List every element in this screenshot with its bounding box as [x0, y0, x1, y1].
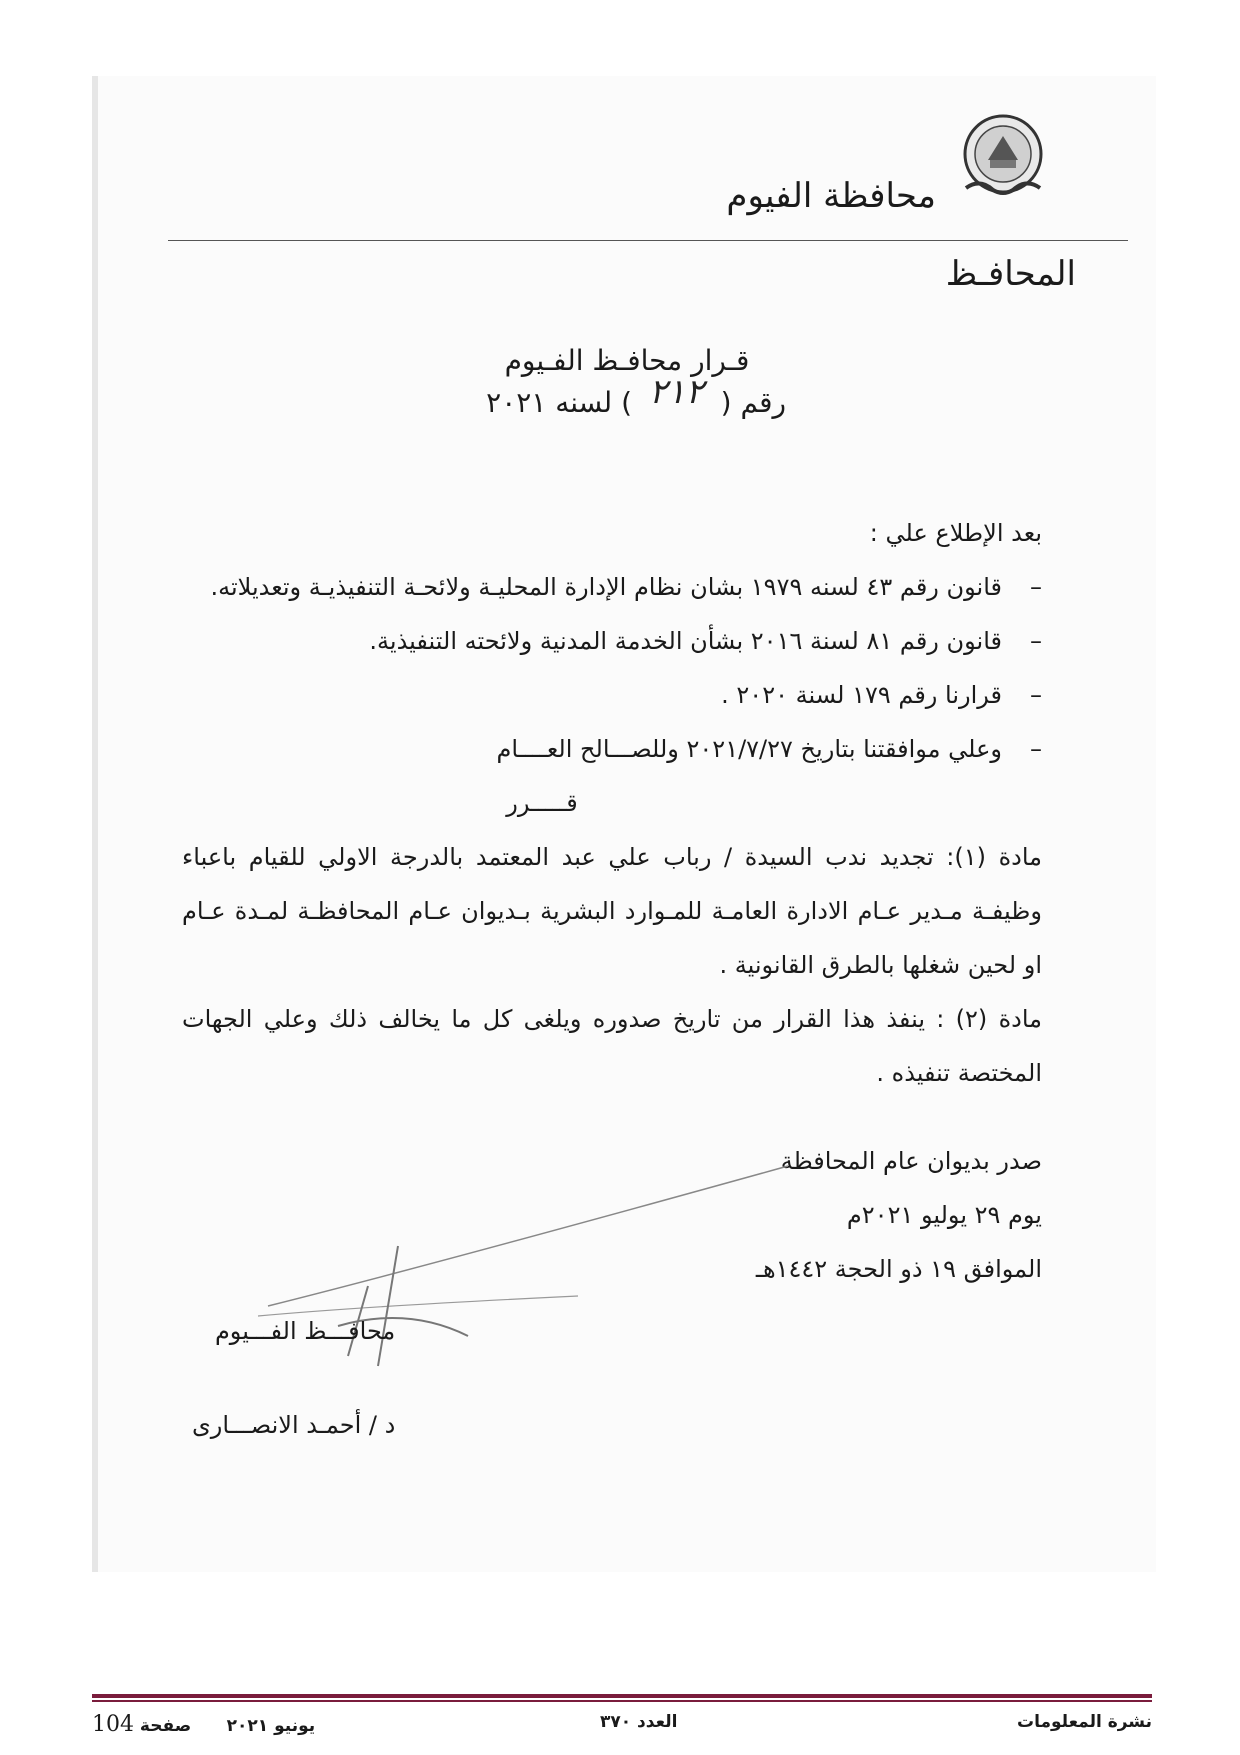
- signature-block: [192, 1284, 395, 1472]
- article-1: مادة (١): تجديد ندب السيدة / رباب علي عبد المعتمد بالدرجة الاولي للقيام باعباء وظيفـة مـدير عـام الادارة العامـة للمـوارد البشرية بـديوان عـام المحافظـة لمـدة عـام او لحين شغلها بالطرق القانونية .: [182, 843, 1043, 979]
- bullet-dash: –: [1030, 735, 1042, 763]
- footer-divider: [92, 1694, 1152, 1698]
- signer-name: د / أحمـد الانصـــارى: [192, 1411, 396, 1439]
- signer-title: محافـــظ الفـــيوم: [214, 1317, 396, 1345]
- footer-publication: نشرة المعلومات: [1016, 1712, 1152, 1732]
- preamble-item: [182, 560, 1042, 614]
- footer-issue: العدد ٣٧٠: [600, 1712, 678, 1732]
- bullet-dash: –: [1030, 573, 1042, 601]
- bullet-dash: –: [1030, 681, 1042, 709]
- header-divider: [168, 240, 1128, 241]
- governorate-seal-icon: [958, 112, 1048, 202]
- decides-heading: قـــــرر: [506, 789, 578, 817]
- decision-body: [182, 506, 1042, 1100]
- footer-divider-thin: [92, 1700, 1152, 1702]
- scanned-page: [92, 76, 1156, 1572]
- bullet-dash: –: [1030, 627, 1042, 655]
- preamble-item: [182, 722, 1042, 776]
- footer-page-info: [92, 1712, 315, 1737]
- preamble-intro: بعد الإطلاع علي :: [869, 519, 1042, 547]
- decision-number-suffix: ) لسنه ٢٠٢١: [486, 386, 633, 419]
- governorate-name: محافظة الفيوم: [726, 176, 936, 216]
- governor-label: المحافـظ: [945, 254, 1076, 294]
- preamble-item: [182, 668, 1042, 722]
- issue-date-hijri: الموافق ١٩ ذو الحجة ١٤٤٢هـ: [755, 1255, 1042, 1283]
- issued-at: صدر بديوان عام المحافظة: [780, 1147, 1042, 1175]
- footer-date: يونيو ٢٠٢١: [226, 1716, 316, 1736]
- preamble-item-text: قرارنا رقم ١٧٩ لسنة ٢٠٢٠ .: [721, 681, 1002, 709]
- preamble-item-text: وعلي موافقتنا بتاريخ ٢٠٢١/٧/٢٧ وللصـــالح العــــام: [496, 735, 1002, 763]
- decision-number-handwritten: ٢١٢: [648, 372, 704, 412]
- issue-date-gregorian: يوم ٢٩ يوليو ٢٠٢١م: [846, 1201, 1042, 1229]
- preamble-item-text: قانون رقم ٨١ لسنة ٢٠١٦ بشأن الخدمة المدنية ولائحته التنفيذية.: [369, 627, 1002, 655]
- preamble-item: [182, 614, 1042, 668]
- footer-page-number: 104: [92, 1712, 134, 1737]
- footer-page-label: صفحة: [139, 1716, 192, 1736]
- preamble-item-text: قانون رقم ٤٣ لسنه ١٩٧٩ بشان نظام الإدارة المحليـة ولائحـة التنفيذيـة وتعديلاته.: [210, 573, 1002, 601]
- article-2: مادة (٢) : ينفذ هذا القرار من تاريخ صدوره ويلغى كل ما يخالف ذلك وعلي الجهات المختصة تنفيذه .: [182, 1005, 1043, 1087]
- decision-number-prefix: رقم (: [720, 386, 786, 419]
- decision-number: [486, 372, 786, 419]
- decision-title: قـرار محافـظ الفـيوم: [504, 344, 750, 377]
